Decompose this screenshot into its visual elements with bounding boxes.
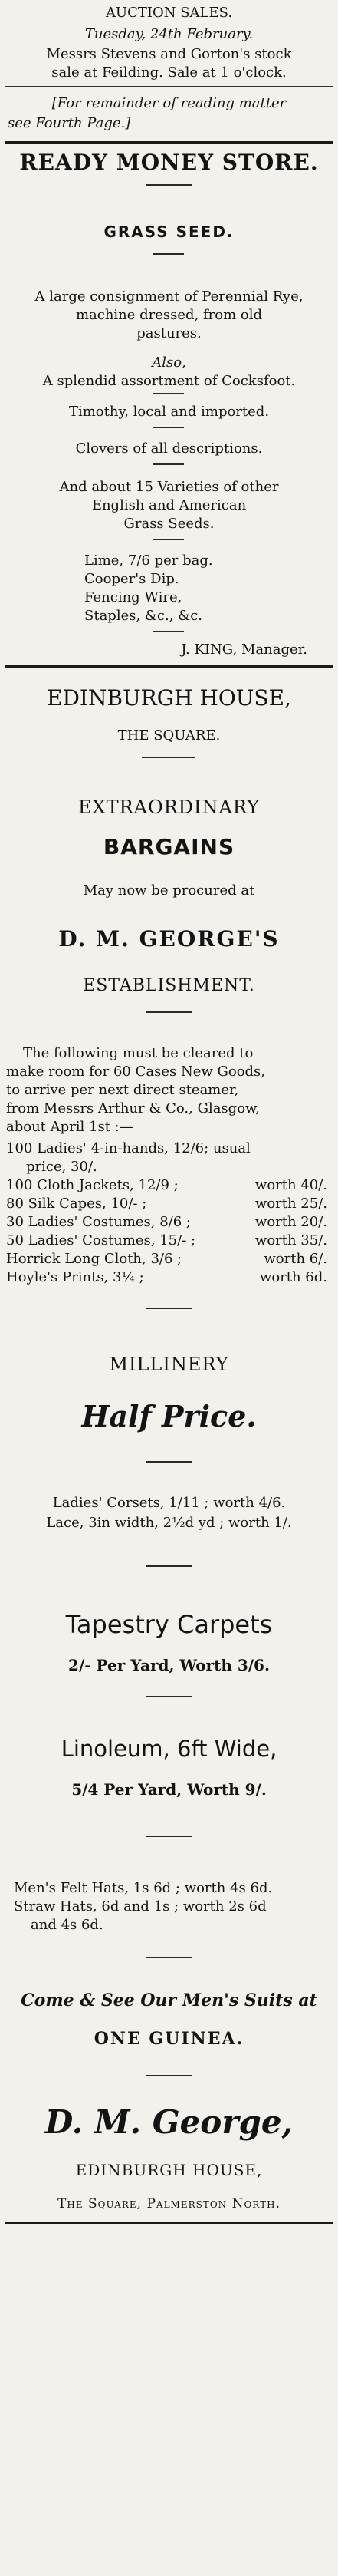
ornament-rule [153, 253, 184, 255]
auction-heading: AUCTION SALES. [105, 5, 233, 21]
proprietor-heading: D. M. GEORGE'S [58, 926, 280, 952]
clearance-item: 50 Ladies' Costumes, 15/- ; [6, 1232, 196, 1248]
divider [5, 141, 333, 144]
carpets-price: 2/- Per Yard, Worth 3/6. [68, 1656, 270, 1674]
clearance-worth: worth 25/. [254, 1196, 327, 1212]
store-name: READY MONEY STORE. [19, 150, 319, 175]
hats-line: Straw Hats, 6d and 1s ; worth 2s 6d [14, 1898, 267, 1915]
varieties-line-1: And about 15 Varieties of other [59, 479, 279, 495]
ornament-rule [146, 2075, 192, 2076]
house-name: EDINBURGH HOUSE, [47, 685, 291, 711]
notice-line-2: see Fourth Page.] [8, 115, 131, 131]
clearance-item: Hoyle's Prints, 3¼ ; [6, 1269, 144, 1285]
bargains-heading: BARGAINS [103, 834, 235, 859]
ornament-rule [146, 1461, 192, 1463]
carpets-heading: Tapestry Carpets [65, 1610, 273, 1639]
ryegrass-line-2: machine dressed, from old [75, 307, 263, 323]
clearance-intro-line: The following must be cleared to [23, 1045, 254, 1061]
suits-line: Come & See Our Men's Suits at [21, 1991, 317, 2010]
millinery-heading: MILLINERY [109, 1354, 229, 1375]
varieties-line-2: English and American [91, 497, 247, 513]
timothy-line: Timothy, local and imported. [68, 404, 270, 420]
divider [5, 665, 333, 668]
cocksfoot-line: A splendid assortment of Cocksfoot. [42, 373, 296, 389]
extraordinary-heading: EXTRAORDINARY [78, 797, 260, 818]
footer-proprietor: D. M. George, [44, 2103, 294, 2141]
ornament-rule [153, 631, 184, 632]
ornament-rule [146, 1011, 192, 1013]
ornament-rule [146, 1565, 192, 1567]
ornament-rule [153, 393, 184, 394]
clearance-item: 100 Ladies' 4-in-hands, 12/6; usual [6, 1140, 251, 1156]
clearance-item: 30 Ladies' Costumes, 8/6 ; [6, 1214, 191, 1230]
ornament-rule [153, 427, 184, 428]
ornament-rule [146, 184, 192, 186]
hats-line: and 4s 6d. [31, 1917, 103, 1933]
clovers-line: Clovers of all descriptions. [75, 440, 263, 457]
clearance-item: price, 30/. [26, 1159, 97, 1175]
clearance-worth: worth 20/. [254, 1214, 327, 1230]
notice-line-1: [For remainder of reading matter [51, 95, 287, 111]
clearance-item: 100 Cloth Jackets, 12/9 ; [6, 1177, 179, 1193]
may-now-line: May now be procured at [83, 882, 255, 899]
divider [5, 86, 333, 87]
sundry-item: Lime, 7/6 per bag. [84, 552, 213, 569]
establishment-heading: ESTABLISHMENT. [83, 976, 255, 995]
sundry-item: Cooper's Dip. [84, 571, 179, 587]
ornament-rule [142, 757, 195, 758]
store-section-heading: GRASS SEED. [103, 223, 235, 241]
auction-line-2: sale at Feilding. Sale at 1 o'clock. [51, 64, 287, 81]
also-label: Also, [152, 355, 186, 371]
ornament-rule [146, 1308, 192, 1309]
store-manager: J. KING, Manager. [181, 642, 307, 658]
linoleum-heading: Linoleum, 6ft Wide, [61, 1736, 277, 1762]
suits-price: ONE GUINEA. [94, 2029, 244, 2049]
footer-house: EDINBURGH HOUSE, [75, 2161, 263, 2179]
lace-line: Lace, 3in width, 2½d yd ; worth 1/. [46, 1515, 292, 1531]
ornament-rule [146, 1957, 192, 1958]
clearance-worth: worth 35/. [254, 1232, 327, 1248]
divider [5, 2222, 333, 2224]
clearance-intro-line: make room for 60 Cases New Goods, [6, 1064, 266, 1080]
ryegrass-line-3: pastures. [136, 325, 202, 341]
sundry-item: Staples, &c., &c. [84, 608, 203, 624]
clearance-worth: worth 6d. [259, 1269, 327, 1285]
clearance-worth: worth 6/. [264, 1251, 327, 1267]
corsets-line: Ladies' Corsets, 1/11 ; worth 4/6. [52, 1495, 286, 1511]
clearance-intro-line: about April 1st :— [6, 1119, 133, 1135]
clearance-intro-line: to arrive per next direct steamer, [6, 1082, 239, 1098]
ryegrass-line-1: A large consignment of Perennial Rye, [34, 289, 304, 305]
linoleum-price: 5/4 Per Yard, Worth 9/. [71, 1780, 267, 1799]
ornament-rule [146, 1696, 192, 1697]
sundry-item: Fencing Wire, [84, 589, 182, 605]
ornament-rule [146, 1836, 192, 1837]
ornament-rule [153, 463, 184, 465]
ornament-rule [153, 539, 184, 540]
varieties-line-3: Grass Seeds. [123, 516, 215, 532]
auction-date: Tuesday, 24th February. [84, 26, 254, 42]
clearance-item: 80 Silk Capes, 10/- ; [6, 1196, 147, 1212]
house-location: THE SQUARE. [117, 727, 221, 744]
hats-line: Men's Felt Hats, 1s 6d ; worth 4s 6d. [14, 1880, 273, 1896]
clearance-worth: worth 40/. [254, 1177, 327, 1193]
auction-line-1: Messrs Stevens and Gorton's stock [46, 46, 292, 62]
clearance-intro-line: from Messrs Arthur & Co., Glasgow, [6, 1100, 261, 1116]
footer-address: The Square, Palmerston North. [57, 2196, 281, 2212]
millinery-offer: Half Price. [81, 1399, 257, 1433]
clearance-item: Horrick Long Cloth, 3/6 ; [6, 1251, 182, 1267]
